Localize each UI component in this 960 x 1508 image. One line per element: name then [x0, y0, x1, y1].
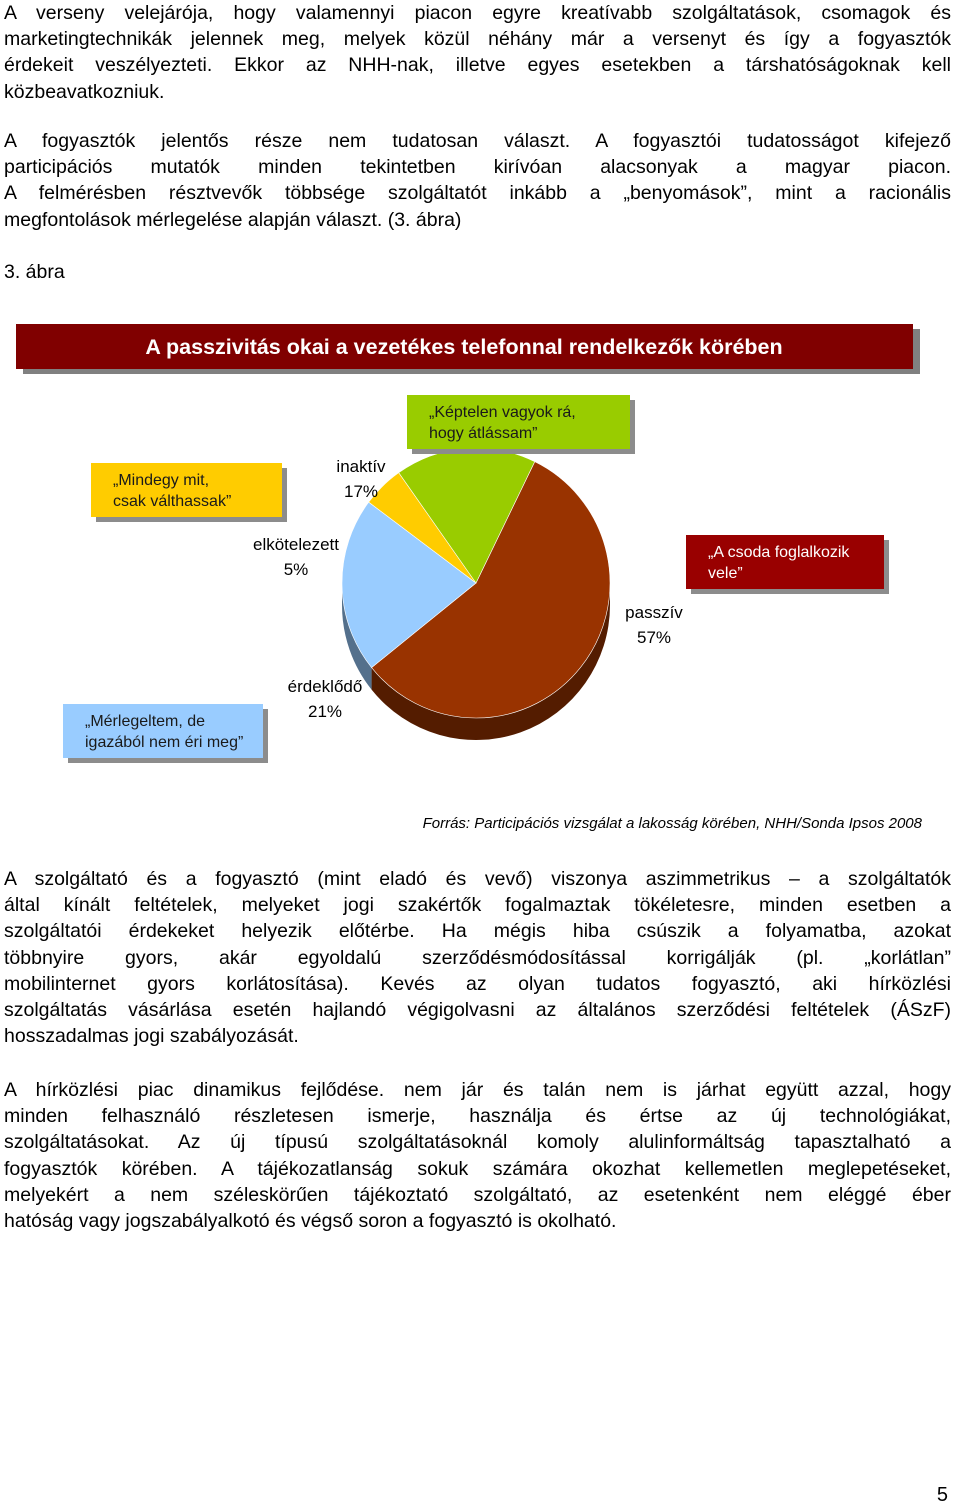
callout-text: igazából nem éri meg”: [85, 734, 244, 751]
paragraph-line: melyekért a nem széleskörűen tájékoztató szolgáltató, az esetenként nem eléggé éber: [4, 1183, 951, 1206]
slice-label-value: 57%: [636, 628, 672, 647]
paragraph-line: többnyire gyors, akár egyoldalú szerződésmódosítással korrigálják (pl. „korlátlan”: [4, 946, 951, 969]
paragraph-line: megfontolások mérlegelése alapján választ. (3. ábra): [4, 208, 462, 231]
slice-label-value: 21%: [307, 702, 343, 721]
paragraph-line: mobilinternet gyors korlátosítása). Kevés az olyan tudatos fogyasztó, aki hírközlési: [4, 972, 951, 995]
asymmetry-paragraph: [4, 866, 951, 1049]
chart-title: A passzivitás okai a vezetékes telefonnal rendelkezők körében: [145, 335, 783, 359]
callout-text: vele”: [708, 565, 743, 582]
slice-label-name: elkötelezett: [253, 535, 339, 554]
paragraph-line: által kínált feltételek, melyeket jogi szakértők fogalmaztak tökéletesre, minden esetben a: [4, 894, 951, 917]
paragraph-line: közbeavatkozniuk.: [4, 80, 165, 103]
paragraph-line: fogyasztók körében. A tájékozatlanság sokuk számára okozhat kellemetlen meglepetéseket,: [4, 1157, 951, 1180]
market-development-paragraph: [4, 1077, 951, 1234]
paragraph-line: minden felhasználó részletesen ismerje, használja és értse az új technológiákat,: [4, 1105, 951, 1128]
callout-text: „Mérlegeltem, de: [85, 713, 206, 730]
paragraph-line: A felmérésben résztvevők többsége szolgáltatót inkább a „benyomások”, mint a racionális: [4, 182, 951, 205]
callout-elkötelezett: [91, 463, 287, 522]
slice-label-name: passzív: [625, 603, 683, 622]
figure-label: 3. ábra: [4, 261, 65, 283]
chart-title-banner: [16, 324, 920, 374]
paragraph-line: marketingtechnikák jelennek meg, melyek közül néhány már a versenyt és így a fogyasztók: [4, 28, 951, 51]
pie: [342, 448, 610, 740]
paragraph-line: participációs mutatók minden tekintetben kirívóan alacsonyak a magyar piacon.: [4, 156, 951, 179]
paragraph-line: A fogyasztók jelentős része nem tudatosan választ. A fogyasztói tudatosságot kifejező: [4, 130, 951, 152]
paragraph-line: A szolgáltató és a fogyasztó (mint eladó és vevő) viszonya aszimmetrikus – a szolgáltatók: [4, 868, 951, 890]
callout-text: „A csoda foglalkozik: [708, 544, 850, 561]
paragraph-line: hatóság vagy jogszabályalkotó és végső soron a fogyasztó is okolható.: [4, 1210, 617, 1233]
paragraph-line: szolgáltatás vásárlása esetén hajlandó végigolvasni az általános szerződési feltételek (ÁSzF): [4, 999, 951, 1022]
intro-paragraph: [4, 0, 951, 105]
page-number: 5: [936, 1484, 948, 1506]
paragraph-line: A verseny velejárója, hogy valamennyi piacon egyre kreatívabb szolgáltatások, csomagok és: [4, 2, 951, 24]
slice-label-name: érdeklődő: [287, 677, 363, 696]
paragraph-line: szolgáltatásokat. Az új típusú szolgáltatásoknál komoly alulinformáltság tapasztalható a: [4, 1131, 951, 1154]
slice-label-value: 5%: [283, 560, 309, 579]
callout-text: csak válthassak”: [113, 493, 232, 510]
pie-chart: [0, 300, 960, 840]
paragraph-line: érdekeit veszélyezteti. Ekkor az NHH-nak, illetve egyes esetekben a társhatóságoknak kell: [4, 54, 951, 77]
paragraph-line: szolgáltatói érdekeket helyezik előtérbe. Ha mégis hiba csúszik a folyamatba, azokat: [4, 920, 951, 943]
callout-text: „Mindegy mit,: [113, 472, 210, 489]
callout-inaktív: [407, 395, 635, 454]
callout-érdeklődő: [63, 704, 268, 763]
slice-label-value: 17%: [343, 482, 379, 501]
callout-text: hogy átlássam”: [429, 425, 538, 442]
callout-passzív: [686, 535, 889, 594]
chart-source: Forrás: Participációs vizsgálat a lakosság körében, NHH/Sonda Ipsos 2008: [422, 815, 922, 832]
callout-text: „Képtelen vagyok rá,: [429, 404, 576, 421]
paragraph-line: A hírközlési piac dinamikus fejlődése. nem jár és talán nem is járhat együtt azzal, hogy: [4, 1079, 951, 1101]
consumer-awareness-paragraph: [4, 128, 951, 233]
paragraph-line: hosszadalmas jogi szabályozását.: [4, 1025, 299, 1048]
slice-label-name: inaktív: [336, 457, 386, 476]
